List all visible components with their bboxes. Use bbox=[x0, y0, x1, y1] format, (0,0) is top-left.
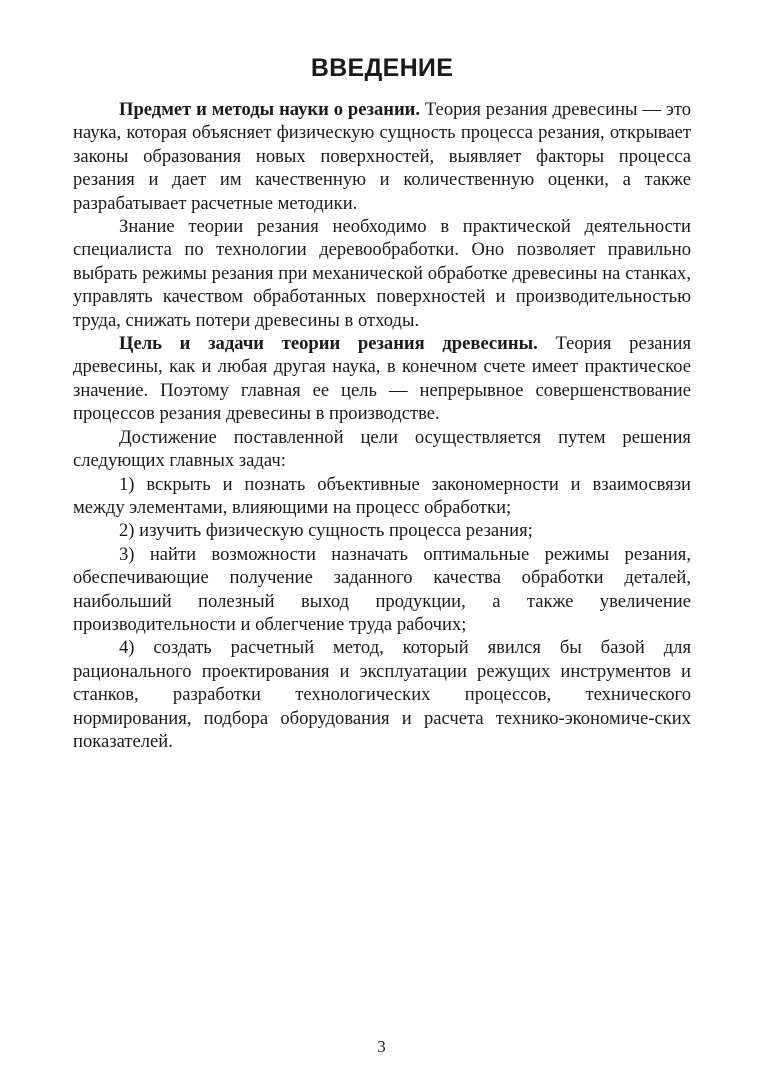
task-item-3: 3) найти возможности назначать оптимальные режимы резания, обеспечивающие получение заданного качества обработки деталей, наибольший полезный выход продукции, а также увеличение производительности и облегчение труда рабочих; bbox=[73, 543, 691, 635]
paragraph-subject bbox=[73, 98, 691, 215]
page-content bbox=[73, 52, 691, 753]
page-number: 3 bbox=[377, 1037, 386, 1056]
paragraph-subject-text: Теория резания древесины — это наука, которая объясняет физическую сущность процесса резания, открывает законы образования новых поверхностей, выявляет факторы процесса резания и дает им качественную и количественную оценки, а также разрабатывает расчетные методики. bbox=[73, 99, 691, 214]
body-text bbox=[73, 98, 691, 753]
task-item-1: 1) вскрыть и познать объективные закономерности и взаимосвязи между элементами, влияющими на процесс обработки; bbox=[73, 473, 691, 518]
page-title: ВВЕДЕНИЕ bbox=[310, 54, 454, 82]
paragraph-goal-text: Теория резания древесины, как и любая другая наука, в конечном счете имеет практическое значение. Поэтому главная ее цель — непрерывное совершенствование процессов резания древесины в производстве. bbox=[73, 333, 692, 425]
heading-subject: Предмет и методы науки о резании. bbox=[119, 99, 421, 120]
heading-goal: Цель и задачи теории резания древесины. bbox=[119, 333, 538, 355]
task-item-4: 4) создать расчетный метод, который явился бы базой для рационального проектирования и эксплуатации режущих инструментов и станков, разработки технологических процессов, технического нормирования, подбора оборудования и расчета технико-экономиче-ских показателей. bbox=[73, 637, 691, 752]
paragraph-achievement: Достижение поставленной цели осуществляется путем решения следующих главных задач: bbox=[73, 426, 691, 472]
paragraph-knowledge: Знание теории резания необходимо в практической деятельности специалиста по технологии деревообработки. Оно позволяет правильно выбрать режимы резания при механической обработке древесины на станках, управлять качеством обработанных поверхностей и производительностью труда, снижать потери древесины в отходы. bbox=[73, 216, 691, 331]
task-item-2: 2) изучить физическую сущность процесса резания; bbox=[119, 520, 533, 542]
paragraph-goal bbox=[73, 332, 691, 426]
